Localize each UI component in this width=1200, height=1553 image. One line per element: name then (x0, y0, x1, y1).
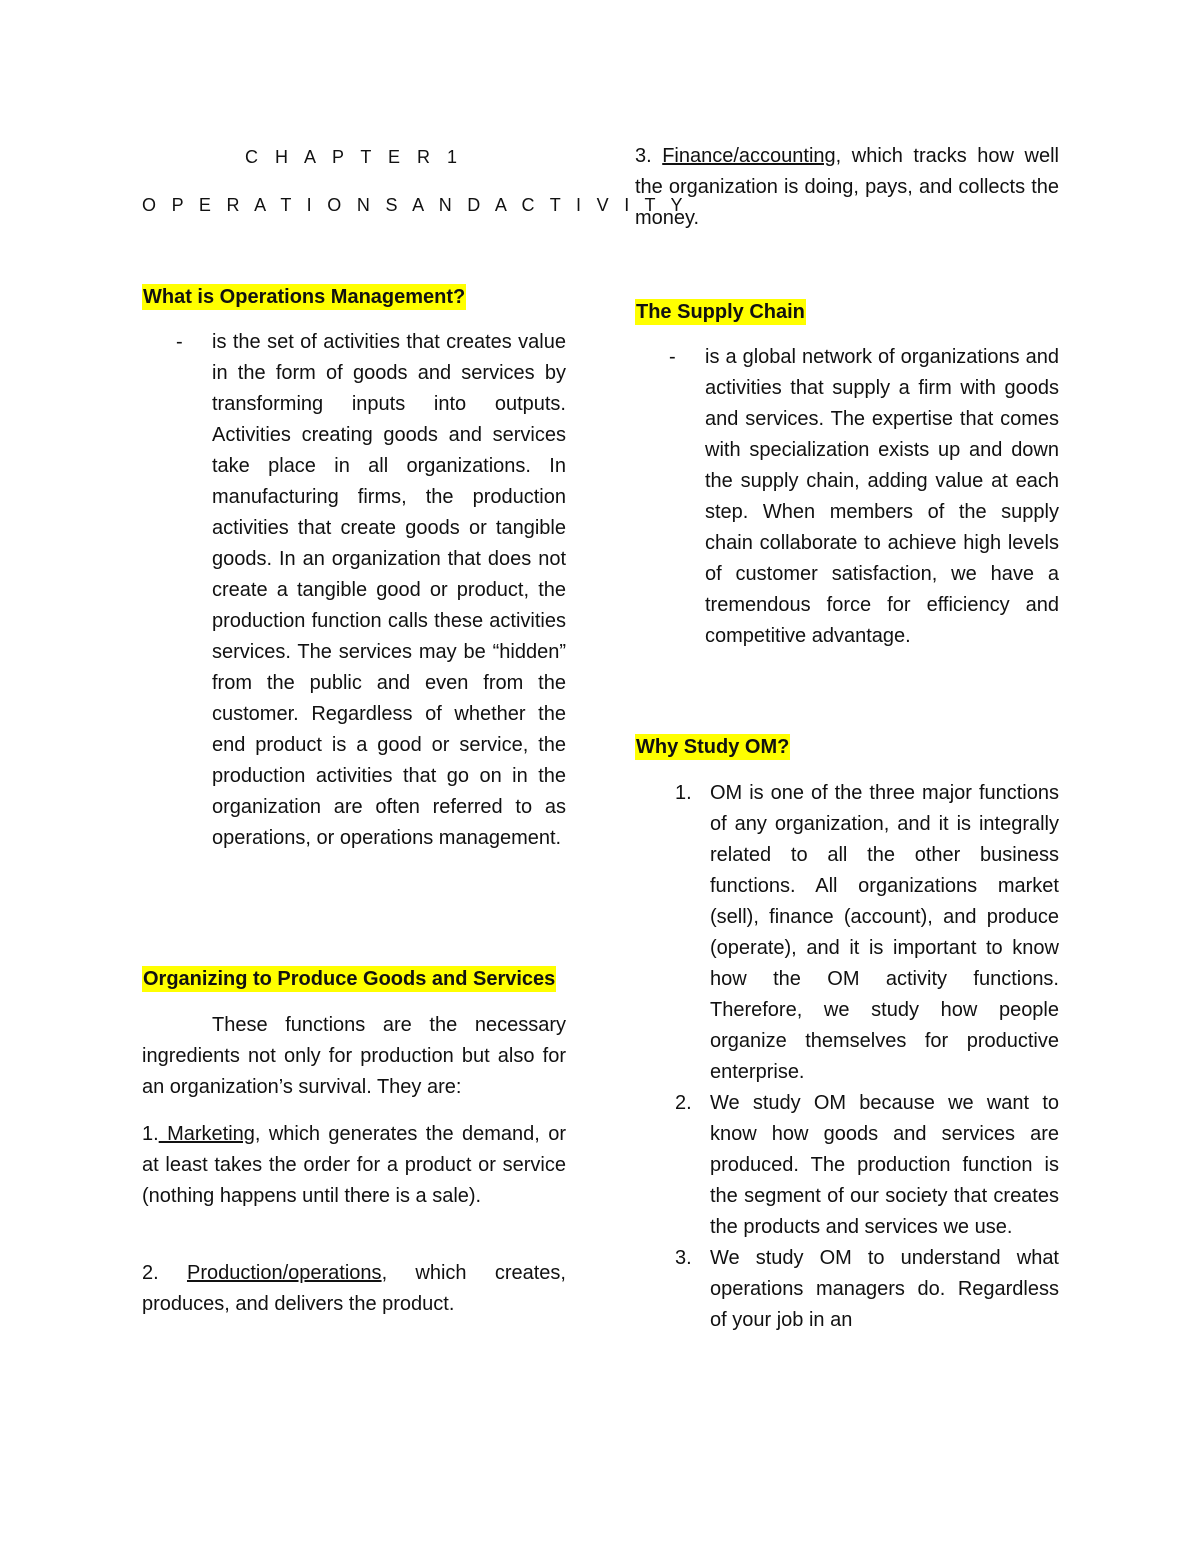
function-production (142, 1258, 566, 1320)
function-term: Marketing (158, 1123, 255, 1145)
organizing-heading (142, 964, 556, 994)
function-number: 3. (635, 145, 663, 167)
function-description: , which creates, produces, and delivers the product. (142, 1262, 566, 1315)
why-study-heading (635, 732, 790, 762)
dash-bullet: - (669, 346, 676, 368)
list-item-text: We study OM to understand what operations managers do. Regardless of your job in an (710, 1247, 1059, 1331)
why-study-list (635, 778, 1059, 1336)
function-description: , which generates the demand, or at least takes the order for a product or service (nothing happens until there is a sale). (142, 1123, 566, 1207)
why-study-heading-text: Why Study OM? (636, 736, 790, 758)
organizing-intro: These functions are the necessary ingredients not only for production but also for an organization’s survival. They are: (142, 1014, 566, 1098)
supply-chain-heading (635, 297, 806, 327)
supply-chain-block (635, 342, 1059, 652)
chapter-subtitle: O P E R A T I O N S A N D A C T I V I T Y (142, 195, 688, 215)
chapter-title: C H A P T E R 1 (244, 147, 464, 167)
om-heading-text: What is Operations Management? (143, 286, 466, 308)
om-definition: is the set of activities that creates value in the form of goods and services by transforming inputs into outputs. Activities creating goods and services take place in all organizations. In manufacturing firms, the production activities that create goods or tangible goods. In an organization that does not create a tangible good or product, the production function calls these activities services. The services may be “hidden” from the public and even from the customer. Regardless of whether the end product is a good or service, the production activities that go on in the organization are often referred to as operations, or operations management. (212, 331, 566, 849)
function-term: Production/operations (186, 1262, 382, 1284)
function-number: 2. (142, 1262, 187, 1284)
function-finance (635, 141, 1059, 234)
function-term: Finance/accounting (662, 145, 836, 167)
list-item (635, 1243, 1059, 1336)
function-marketing (142, 1119, 566, 1212)
supply-chain-heading-text: The Supply Chain (636, 301, 805, 323)
list-item-text: OM is one of the three major functions of any organization, and it is integrally related to all the other business functions. All organizations market (sell), finance (account), and produce (operate), and it is important to know how the OM activity functions. Therefore, we study how people organize themselves for productive enterprise. (710, 782, 1059, 1083)
om-definition-block (142, 327, 566, 854)
organizing-heading-text: Organizing to Produce Goods and Services (143, 968, 556, 990)
function-number: 1. (142, 1123, 159, 1145)
list-item-number: 3. (675, 1247, 692, 1269)
list-item (635, 1088, 1059, 1243)
om-heading (142, 282, 466, 312)
list-item-number: 1. (675, 782, 692, 804)
function-description: , which tracks how well the organization is doing, pays, and collects the money. (635, 145, 1059, 229)
list-item-number: 2. (675, 1092, 692, 1114)
list-item (635, 778, 1059, 1088)
dash-bullet: - (176, 331, 183, 353)
supply-chain-definition: is a global network of organizations and activities that supply a firm with goods and services. The expertise that comes with specialization exists up and down the supply chain, adding value at each step. When members of the supply chain collaborate to achieve high levels of customer satisfaction, we have a tremendous force for efficiency and competitive advantage. (705, 346, 1059, 647)
list-item-text: We study OM because we want to know how goods and services are produced. The production function is the segment of our society that creates the products and services we use. (710, 1092, 1059, 1238)
